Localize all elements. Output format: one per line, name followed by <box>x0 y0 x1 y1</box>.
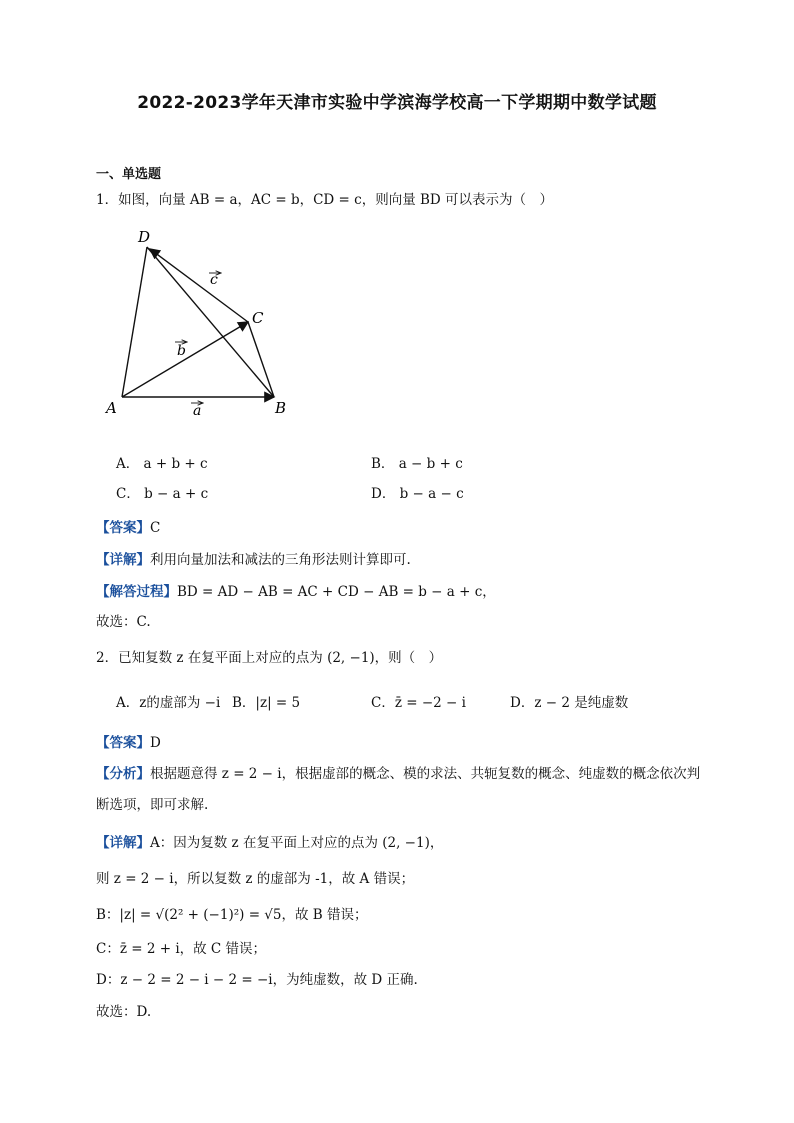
process-tag: 【解答过程】 <box>96 584 177 600</box>
section-heading: 一、单选题 <box>96 167 162 182</box>
q2-analysis-1 <box>96 762 700 782</box>
detail-text: A：因为复数 z 在复平面上对应的点为 (2, −1)， <box>150 835 444 851</box>
point-label-a: A <box>106 399 117 417</box>
page-title: 2022-2023学年天津市实验中学滨海学校高一下学期期中数学试题 <box>137 93 657 113</box>
q2-option-a: A．z的虚部为 −i <box>116 695 221 711</box>
q2-detail-3: B：|z| = √(2² + (−1)²) = √5，故 B 错误； <box>96 907 368 923</box>
segment-ad <box>122 247 147 397</box>
point-label-d: D <box>138 228 151 246</box>
q1-detail <box>96 548 411 568</box>
detail-tag: 【详解】 <box>96 552 150 568</box>
q2-analysis-2: 断选项，即可求解. <box>96 797 209 813</box>
process-text: BD = AD − AB = AC + CD − AB = b − a + c， <box>177 584 496 600</box>
q1-option-c: C． b − a + c <box>116 486 209 502</box>
detail-text: 利用向量加法和减法的三角形法则计算即可. <box>150 552 411 568</box>
point-label-c: C <box>252 309 264 327</box>
q1-answer <box>96 516 160 536</box>
vector-label-c: c <box>210 272 218 288</box>
q2-detail-2: 则 z = 2 − i，所以复数 z 的虚部为 -1，故 A 错误； <box>96 871 415 887</box>
q2-detail-1 <box>96 831 443 851</box>
q2-option-d: D．z − 2 是纯虚数 <box>510 695 629 711</box>
vector-c <box>150 249 248 322</box>
vector-label-b: b <box>177 343 186 359</box>
q2-detail-4: C：z̄ = 2 + i，故 C 错误； <box>96 941 267 957</box>
q1-option-d: D． b − a − c <box>371 486 464 502</box>
segment-cb <box>248 322 274 397</box>
answer-tag: 【答案】 <box>96 735 150 751</box>
q2-option-c: C．z̄ = −2 − i <box>371 695 466 711</box>
q1-option-a: A． a + b + c <box>116 456 208 472</box>
detail-tag: 【详解】 <box>96 835 150 851</box>
q2-answer <box>96 731 161 751</box>
q1-stem: 1．如图，向量 AB = a，AC = b，CD = c，则向量 BD 可以表示为（ ） <box>96 192 554 208</box>
analysis-text: 根据题意得 z = 2 − i，根据虚部的概念、模的求法、共轭复数的概念、纯虚数的概念依次判 <box>150 766 701 782</box>
q1-choice: 故选：C. <box>96 614 151 630</box>
answer-tag: 【答案】 <box>96 520 150 536</box>
q2-stem: 2．已知复数 z 在复平面上对应的点为 (2, −1)，则（ ） <box>96 650 443 666</box>
q1-option-b: B． a − b + c <box>371 456 463 472</box>
vector-b <box>122 322 248 397</box>
answer-value: C <box>150 520 161 536</box>
analysis-tag: 【分析】 <box>96 766 150 782</box>
q2-choice: 故选：D. <box>96 1004 152 1020</box>
answer-value: D <box>150 735 161 751</box>
point-label-b: B <box>275 399 287 417</box>
q1-process <box>96 580 496 600</box>
q2-option-b: B．|z| = 5 <box>232 695 301 711</box>
q2-detail-5: D：z − 2 = 2 − i − 2 = −i，为纯虚数，故 D 正确. <box>96 972 418 988</box>
vector-figure <box>100 222 300 422</box>
vector-label-a: a <box>193 403 202 419</box>
